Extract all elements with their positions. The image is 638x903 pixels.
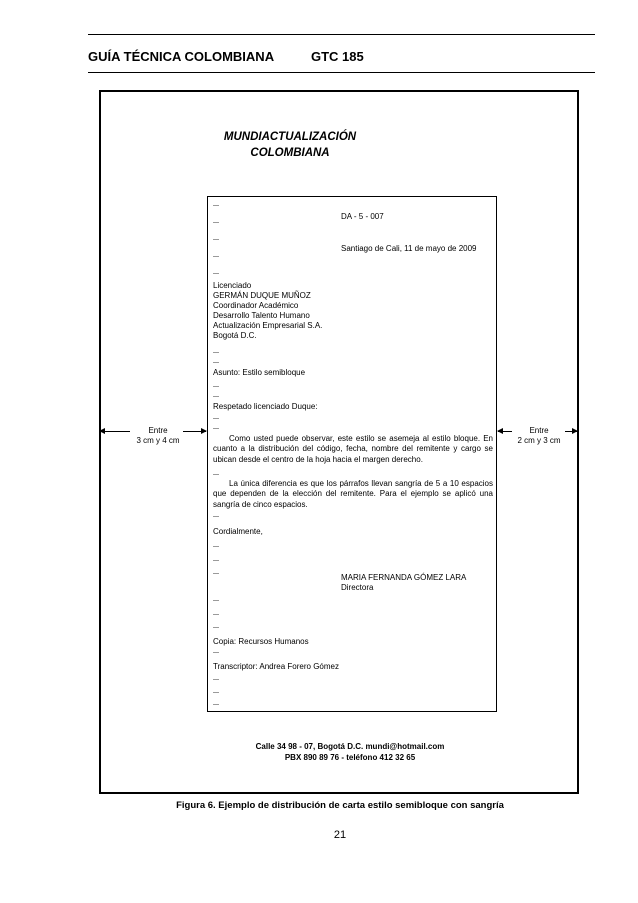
right-margin-label-line1: Entre	[529, 426, 549, 435]
figure-caption: Figura 6. Ejemplo de distribución de carta estilo semibloque con sangría	[176, 800, 504, 811]
letter-subject: Asunto: Estilo semibloque	[213, 368, 306, 377]
header-bottom-rule	[88, 72, 595, 73]
letter-closing: Cordialmente,	[213, 527, 263, 536]
recipient-line: Desarrollo Talento Humano	[213, 311, 310, 320]
blank-line-marker	[213, 428, 219, 429]
blank-line-marker	[213, 652, 219, 653]
blank-line-marker	[213, 362, 219, 363]
recipient-line: Bogotá D.C.	[213, 331, 257, 340]
blank-line-marker	[213, 600, 219, 601]
blank-line-marker	[213, 573, 219, 574]
recipient-line: GERMÁN DUQUE MUÑOZ	[213, 291, 311, 300]
header-top-rule	[88, 34, 595, 35]
signer-name: MARIA FERNANDA GÓMEZ LARA	[341, 573, 467, 582]
letter-paragraph-1-text: Como usted puede observar, este estilo se asemeja al estilo bloque. En cuanto a la distribución del código, fecha, nombre del remitente y cargo se ubican desde el centro de la hoja hacia el margen derecho.	[213, 434, 493, 464]
blank-line-marker	[213, 352, 219, 353]
blank-line-marker	[213, 396, 219, 397]
blank-line-marker	[213, 692, 219, 693]
blank-line-marker	[213, 704, 219, 705]
letter-paragraph-2-text: La única diferencia es que los párrafos llevan sangría de 5 a 10 espacios que dependen de la elección del remitente. Para el ejemplo se aplicó una sangría de cinco espacios.	[213, 479, 493, 509]
blank-line-marker	[213, 627, 219, 628]
letter-footer-address: Calle 34 98 - 07, Bogotá D.C. mundi@hotmail.com	[255, 742, 445, 751]
letter-transcriber-line: Transcriptor: Andrea Forero Gómez	[213, 662, 339, 671]
letter-salutation: Respetado licenciado Duque:	[213, 402, 318, 411]
company-name-line1: MUNDIACTUALIZACIÓN	[223, 131, 357, 143]
blank-line-marker	[213, 222, 219, 223]
header-standard-code: GTC 185	[311, 49, 364, 64]
blank-line-marker	[213, 273, 219, 274]
letter-reference-code: DA - 5 - 007	[341, 212, 384, 221]
header-title: GUÍA TÉCNICA COLOMBIANA	[88, 49, 275, 64]
left-margin-label-line1: Entre	[148, 426, 168, 435]
blank-line-marker	[213, 256, 219, 257]
left-margin-label	[118, 426, 198, 447]
right-margin-label-line2: 2 cm y 3 cm	[517, 436, 561, 446]
signer-title: Directora	[341, 583, 374, 592]
letter-paragraph-2	[213, 479, 493, 510]
letter-place-date: Santiago de Cali, 11 de mayo de 2009	[341, 244, 477, 253]
company-name-line2: COLOMBIANA	[250, 147, 330, 159]
recipient-line: Actualización Empresarial S.A.	[213, 321, 323, 330]
letter-copy-line: Copia: Recursos Humanos	[213, 637, 309, 646]
blank-line-marker	[213, 386, 219, 387]
right-margin-label	[502, 426, 576, 447]
blank-line-marker	[213, 418, 219, 419]
blank-line-marker	[213, 474, 219, 475]
blank-line-marker	[213, 679, 219, 680]
recipient-line: Licenciado	[213, 281, 252, 290]
blank-line-marker	[213, 560, 219, 561]
blank-line-marker	[213, 614, 219, 615]
page-number: 21	[333, 829, 347, 841]
recipient-line: Coordinador Académico	[213, 301, 299, 310]
letter-paragraph-1	[213, 434, 493, 465]
blank-line-marker	[213, 205, 219, 206]
blank-line-marker	[213, 239, 219, 240]
letter-footer-phone: PBX 890 89 76 - teléfono 412 32 65	[284, 753, 416, 762]
left-margin-label-line2: 3 cm y 4 cm	[136, 436, 180, 446]
blank-line-marker	[213, 546, 219, 547]
blank-line-marker	[213, 516, 219, 517]
